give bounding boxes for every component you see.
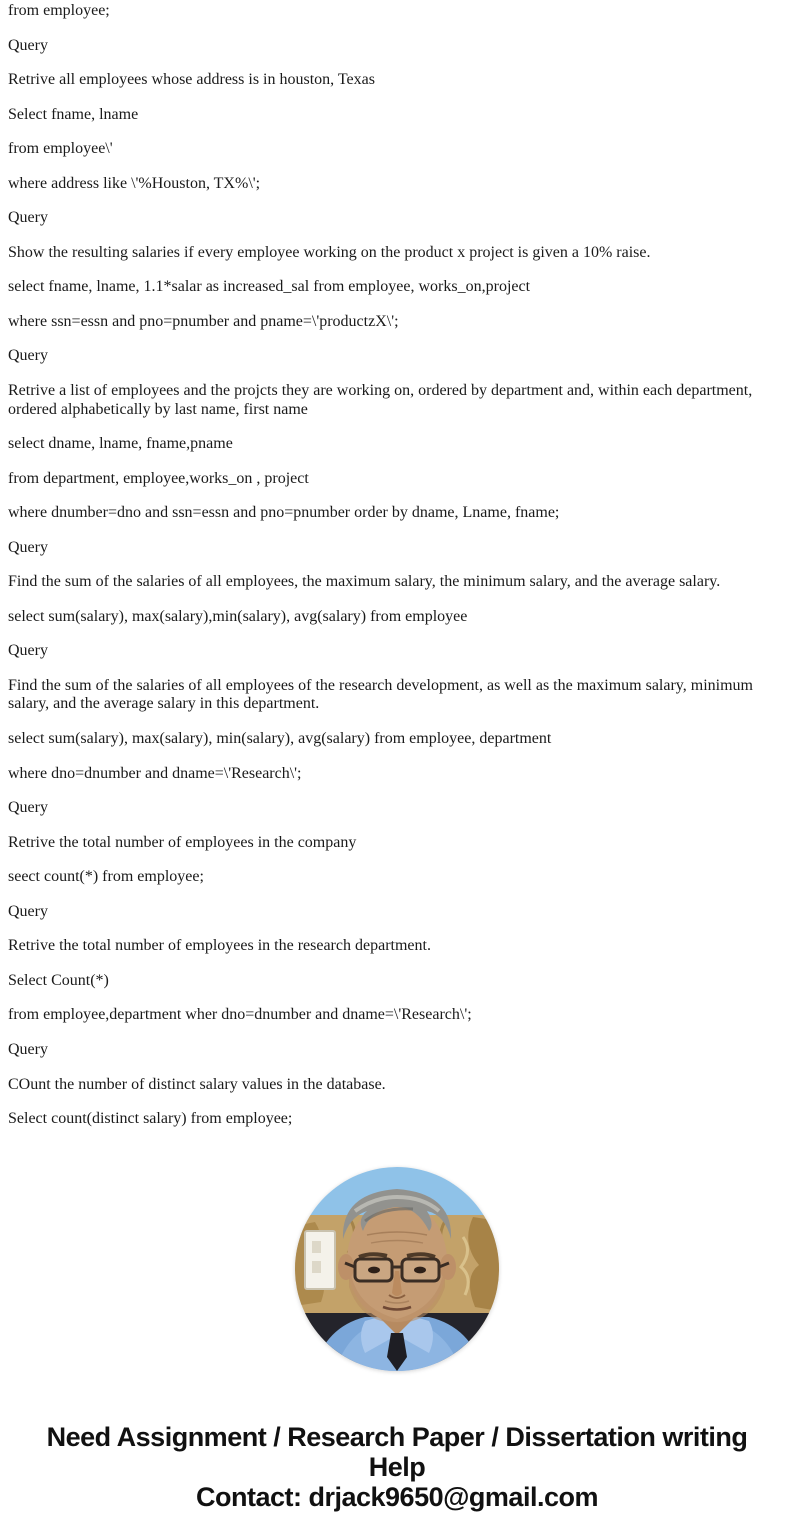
page-footer — [0, 1422, 794, 1512]
paragraph: Select Count(*) — [8, 971, 109, 989]
paragraph: from employee; — [8, 2, 110, 19]
paragraph: where dnumber=dno and ssn=essn and pno=pnumber order by dname, Lname, fname; — [8, 504, 560, 522]
paragraph: where dno=dnumber and dname=\'Research\'; — [8, 764, 302, 782]
paragraph: Show the resulting salaries if every employee working on the product x project is given a 10% raise. — [8, 243, 651, 261]
paragraph: Select fname, lname — [8, 105, 139, 123]
query-label: Query — [8, 642, 48, 660]
paragraph: Retrive the total number of employees in the company — [8, 833, 357, 851]
query-label: Query — [8, 36, 48, 54]
paragraph: from department, employee,works_on , project — [8, 469, 309, 487]
document-body — [0, 2, 794, 1129]
help-heading: Need Assignment / Research Paper / Dissertation writing Help — [46, 1421, 748, 1482]
paragraph: Retrive a list of employees and the projcts they are working on, ordered by department and, within each department, ordered alphabetically by last name, first name — [8, 382, 753, 418]
query-label: Query — [8, 799, 48, 817]
paragraph: Retrive the total number of employees in the research department. — [8, 937, 431, 955]
query-label: Query — [8, 902, 48, 920]
query-label: Query — [8, 209, 48, 227]
query-label: Query — [8, 1040, 48, 1058]
paragraph: Select count(distinct salary) from employee; — [8, 1110, 293, 1128]
paragraph: from employee,department wher dno=dnumber and dname=\'Research\'; — [8, 1006, 472, 1024]
avatar-section — [0, 1167, 794, 1376]
paragraph: select sum(salary), max(salary), min(salary), avg(salary) from employee, department — [8, 730, 552, 748]
paragraph: seect count(*) from employee; — [8, 868, 204, 886]
author-avatar — [295, 1167, 499, 1371]
contact-heading: Contact: drjack9650@gmail.com — [196, 1481, 598, 1512]
paragraph: Retrive all employees whose address is in houston, Texas — [8, 71, 375, 89]
paragraph: Find the sum of the salaries of all employees of the research development, as well as the maximum salary, minimum salary, and the average salary in this department. — [8, 676, 753, 713]
query-label: Query — [8, 538, 48, 556]
paragraph: where address like \'%Houston, TX%\'; — [8, 174, 261, 192]
paragraph: COunt the number of distinct salary values in the database. — [8, 1075, 386, 1093]
paragraph: select sum(salary), max(salary),min(salary), avg(salary) from employee — [8, 607, 468, 625]
paragraph: where ssn=essn and pno=pnumber and pname=\'productzX\'; — [8, 312, 399, 330]
paragraph: Find the sum of the salaries of all employees, the maximum salary, the minimum salary, and the average salary. — [8, 573, 721, 591]
paragraph: select dname, lname, fname,pname — [8, 435, 233, 453]
query-label: Query — [8, 347, 48, 365]
paragraph: select fname, lname, 1.1*salar as increased_sal from employee, works_on,project — [8, 278, 531, 296]
paragraph: from employee\' — [8, 140, 113, 158]
author-avatar-image — [295, 1167, 499, 1371]
